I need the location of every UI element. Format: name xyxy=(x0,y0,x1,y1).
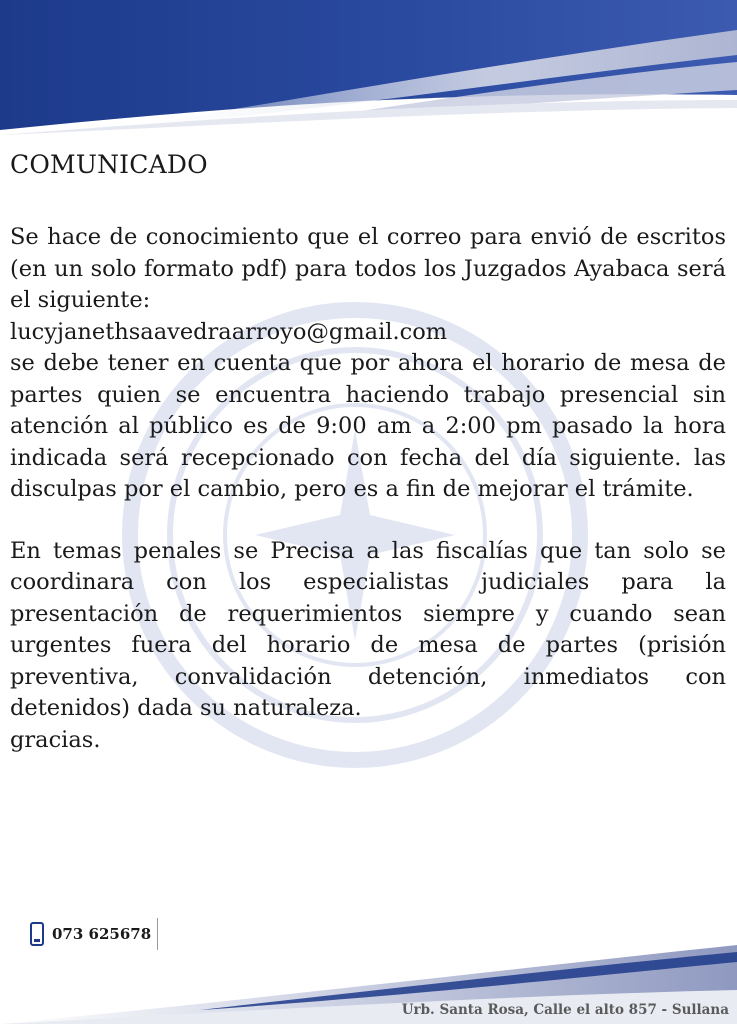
paragraph-criminal-matters: En temas penales se Precisa a las fiscalías que tan solo se coordinara con los especialistas judiciales para la presentación de requerimientos siempre y cuando sean urgentes fuera del horario de mesa de partes (prisión preventiva, convalidación detención, inmediatos con detenidos) dada su naturaleza. xyxy=(10,537,726,721)
paragraph-email-notice: Se hace de conocimiento que el correo para envió de escritos (en un solo formato pdf) para todos los Juzgados Ayabaca será el siguiente: xyxy=(10,224,726,313)
header-wave-band xyxy=(0,0,737,135)
phone-number: 073 625678 xyxy=(52,925,152,943)
document-title: COMUNICADO xyxy=(10,150,208,179)
footer-address: Urb. Santa Rosa, Calle el alto 857 - Sullana xyxy=(401,1002,729,1018)
closing-text: gracias. xyxy=(10,726,101,753)
paragraph-gap xyxy=(10,506,726,536)
email-address: lucyjanethsaavedraarroyo@gmail.com xyxy=(10,318,448,345)
document-body xyxy=(10,222,726,756)
paragraph-schedule: se debe tener en cuenta que por ahora el horario de mesa de partes quien se encuentra haciendo trabajo presencial sin atención al público es de 9:00 am a 2:00 pm pasado la hora indicada será recepcionado con fecha del día siguiente. las disculpas por el cambio, pero es a fin de mejorar el trámite. xyxy=(10,350,726,502)
